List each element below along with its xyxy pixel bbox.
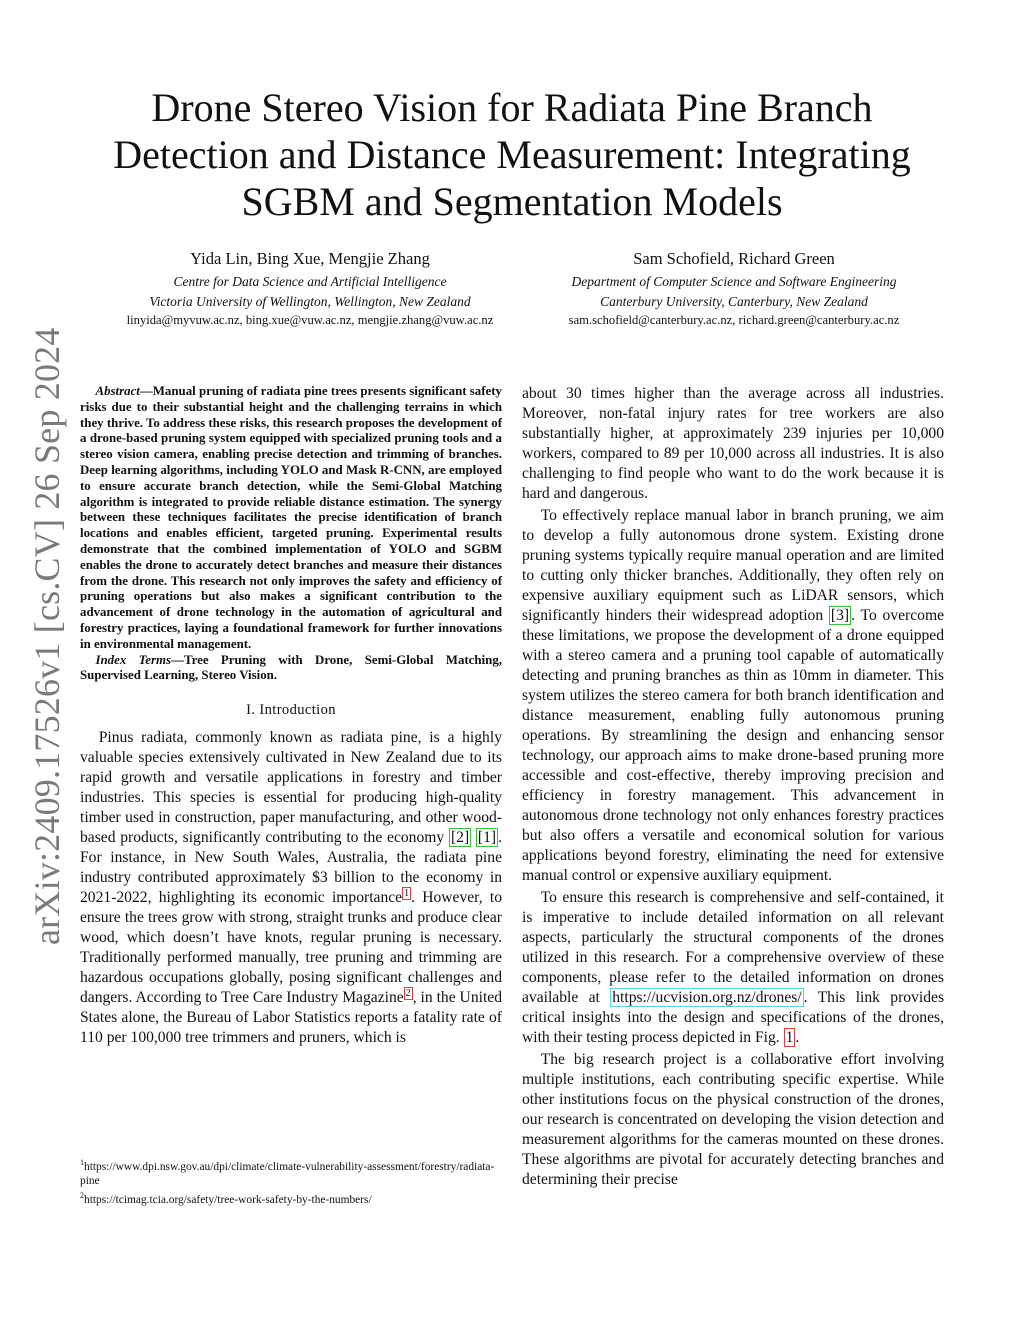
abstract-text: —Manual pruning of radiata pine trees presents significant safety risks due to their substantial height and the challenging terrains in which they thrive. To address these risks, this research proposes the development of a drone-based pruning system equipped with specialized pruning tools and a stereo vision camera, enabling precise detection and trimming of branches. Deep learning algorithms, including YOLO and Mask R-CNN, are employed to ensure accurate branch detection, while the Semi-Global Matching algorithm is integrated to provide reliable distance estimation. The synergy between these techniques facilitates the precise identification of branch locations and enables efficient, targeted pruning. Experimental results demonstrate that the combined implementation of YOLO and SGBM enables the drone to accurately detect branches and measure their distances from the drone. This research not only improves the safety and efficiency of pruning operations but also makes a significant contribution to the advancement of drone technology in the automation of agricultural and forestry practices, laying a foundational framework for further innovations in environmental management.: [80, 384, 502, 651]
author-affiliation: Canterbury University, Canterbury, New Zealand: [600, 293, 868, 309]
footnotes: [80, 1156, 502, 1207]
author-emails: sam.schofield@canterbury.ac.nz, richard.green@canterbury.ac.nz: [568, 313, 900, 327]
footnote-1: [80, 1156, 502, 1189]
body-paragraph: [522, 506, 944, 886]
citation-link[interactable]: [1]: [477, 829, 497, 847]
paper-title: [90, 84, 934, 225]
author-emails: linyida@myvuw.ac.nz, bing.xue@vuw.ac.nz, mengjie.zhang@vuw.ac.nz: [126, 313, 494, 327]
author-names: Sam Schofield, Richard Green: [633, 249, 835, 268]
paragraph-text: . For instance, in New South Wales, Australia, the radiata pine industry contributed approximately $3 billion to the economy in 2021-2022, highlighting its economic importance: [80, 829, 502, 907]
body-paragraph: The big research project is a collaborative effort involving multiple institutions, each contributing specific expertise. While other institutions focus on the physical construction of the drones, our research is concentrated on developing the vision detection and measurement algorithms for the cameras mounted on these drones. These algorithms are pivotal for accurately detecting branches and determining their precise: [522, 1051, 944, 1188]
author-affiliation: Department of Computer Science and Software Engineering: [571, 274, 897, 289]
drones-url-link[interactable]: https://ucvision.org.nz/drones/: [612, 989, 802, 1006]
right-column: [522, 384, 944, 1190]
index-terms-text: —Tree Pruning with Drone, Semi-Global Matching, Supervised Learning, Stereo Vision.: [80, 652, 502, 683]
paragraph-text: . This link provides critical insights into the design and specifications of the drones, with their testing process depicted in Fig.: [522, 989, 945, 1046]
footnote-text[interactable]: https://www.dpi.nsw.gov.au/dpi/climate/climate-vulnerability-assessment/forestry/radiata-pine: [80, 1160, 495, 1188]
paragraph-text: . However, to ensure the trees grow with strong, straight trunks and produce clear wood, which doesn’t have knots, regular pruning is necessary. Traditionally performed manually, tree pruning and trimming are hazardous occupations globally, posing significant challenges and dangers. According to Tree Care Industry Magazine: [80, 889, 502, 1007]
footnote-ref[interactable]: 2: [405, 987, 411, 999]
section-heading-introduction: I. Introduction: [246, 702, 336, 719]
left-column: [80, 384, 502, 1048]
author-block-left: [80, 248, 540, 331]
index-terms-label: Index Terms: [95, 652, 172, 667]
figure-ref-link[interactable]: 1: [785, 1029, 794, 1046]
index-terms: [80, 653, 502, 685]
body-paragraph: [522, 888, 944, 1048]
footnote-2: [80, 1189, 502, 1207]
body-paragraph: about 30 times higher than the average across all industries. Moreover, non-fatal injury rates for tree workers are also substantially higher, at approximately 239 injuries per 10,000 workers, compared to 89 per 10,000 across all industries. It is also challenging to find people who want to do the work because it is hard and dangerous.: [522, 385, 944, 502]
paragraph-text: . To overcome these limitations, we propose the development of a drone equipped with a stereo camera and a pruning tool capable of automatically detecting and pruning branches as thin as 10mm in diameter. This system utilizes the stereo camera for both branch identification and distance measurement, enabling fully autonomous pruning operations. By streamlining the design and enhancing sensor technology, our approach aims to make drone-based pruning more accessible and cost-effective, thereby improving precision and efficiency in forestry management. This advancement in autonomous drone technology not only enhances forestry practices but also offers a versatile and economical solution for various applications beyond forestry, eliminating the need for extensive manual control or expensive auxiliary equipment.: [522, 607, 944, 884]
author-affiliation: Victoria University of Wellington, Wellington, New Zealand: [149, 293, 471, 309]
footnote-mark: 1: [80, 1158, 84, 1167]
author-block-right: [520, 248, 948, 331]
footnote-mark: 2: [80, 1190, 84, 1200]
footnote-text[interactable]: https://tcimag.tcia.org/safety/tree-work-safety-by-the-numbers/: [84, 1193, 372, 1206]
paragraph-text: Pinus radiata, commonly known as radiata pine, is a highly valuable species extensively cultivated in New Zealand due to its rapid growth and versatile applications in forestry and timber industries. This species is essential for producing high-quality timber used in construction, paper manufacturing, and other wood-based products, significantly contributing to the economy: [80, 729, 502, 847]
intro-paragraph: [80, 728, 502, 1048]
author-affiliation: Centre for Data Science and Artificial Intelligence: [173, 274, 447, 289]
title-line-3: SGBM and Segmentation Models: [241, 179, 783, 224]
title-line-2: Detection and Distance Measurement: Integrating: [113, 132, 911, 177]
abstract-label: Abstract: [95, 384, 140, 398]
paragraph-text: .: [795, 1029, 800, 1046]
paragraph-text: , in the United States alone, the Bureau of Labor Statistics reports a fatality rate of 110 per 100,000 tree trimmers and pruners, which is: [80, 989, 502, 1047]
footnote-ref[interactable]: 1: [404, 887, 410, 899]
arxiv-identifier: arXiv:2409.17526v1 [cs.CV] 26 Sep 2024: [27, 327, 67, 945]
abstract: [80, 384, 502, 653]
title-line-1: Drone Stereo Vision for Radiata Pine Branch: [151, 85, 873, 130]
author-names: Yida Lin, Bing Xue, Mengjie Zhang: [190, 249, 430, 268]
paragraph-text: To effectively replace manual labor in branch pruning, we aim to develop a fully autonomous drone system. Existing drone pruning systems typically require manual operation and are limited to cutting only thicker branches. Additionally, they often rely on expensive auxiliary equipment such as LiDAR sensors, which significantly hinders their widespread adoption: [522, 507, 944, 624]
citation-link[interactable]: [3]: [830, 607, 850, 624]
paragraph-text: To ensure this research is comprehensive and self-contained, it is imperative to include detailed information on all relevant aspects, particularly the structural components of the drones utilized in this research. For a comprehensive overview of these components, please refer to the detailed information on drones available at: [522, 889, 944, 1006]
citation-link[interactable]: [2]: [450, 829, 470, 847]
